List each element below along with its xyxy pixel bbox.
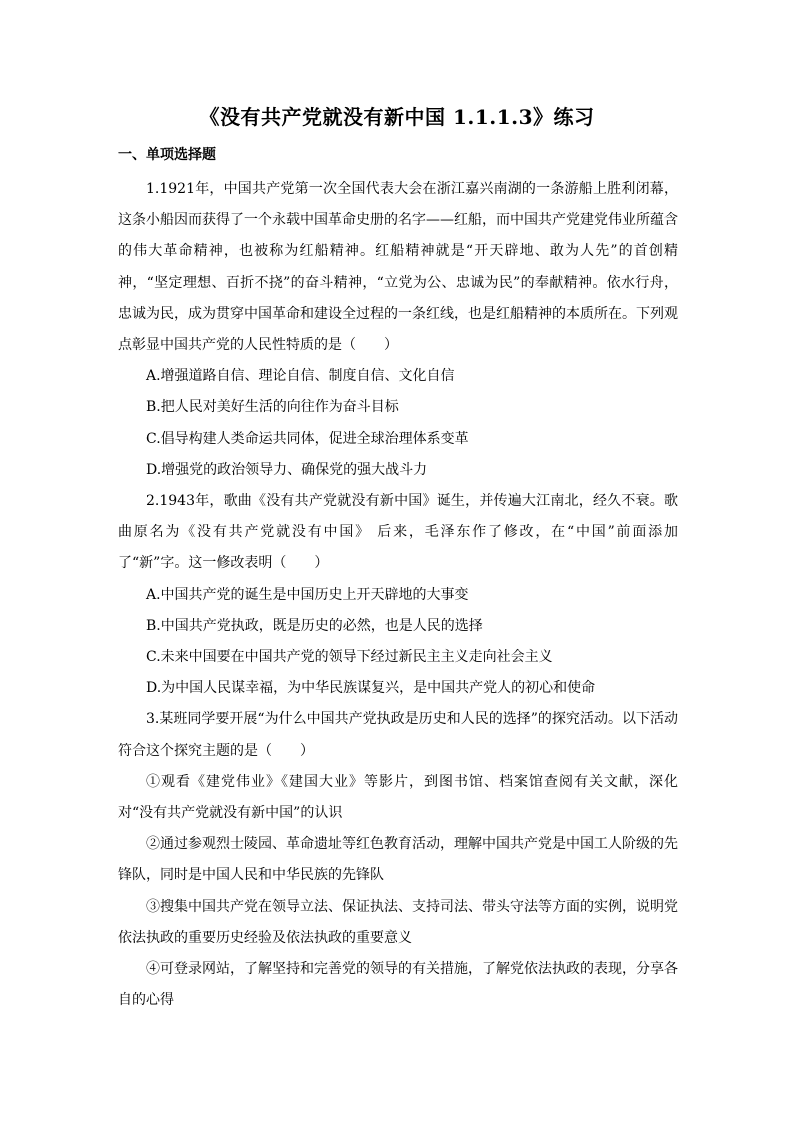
question-2 xyxy=(118,486,678,704)
question-3-item-1: ①观看《建党伟业》《建国大业》等影片，到图书馆、档案馆查阅有关文献，深化对“没有共产党就没有新中国”的认识 xyxy=(118,773,678,822)
question-3-stem: 3.某班同学要开展“为什么中国共产党执政是历史和人民的选择”的探究活动。以下活动符合这个探究主题的是（ ） xyxy=(118,711,678,759)
section-heading: 一、单项选择题 xyxy=(118,147,216,163)
questions-body xyxy=(118,174,678,1016)
question-3-item-2: ②通过参观烈士陵园、革命遗址等红色教育活动，理解中国共产党是中国工人阶级的先锋队，同时是中国人民和中华民族的先锋队 xyxy=(118,836,678,884)
question-1-option-b: B.把人民对美好生活的向往作为奋斗目标 xyxy=(146,399,399,416)
question-3-item-4: ④可登录网站，了解坚持和完善党的领导的有关措施，了解党依法执政的表现，分享各自的心得 xyxy=(118,961,678,1009)
question-1-option-d: D.增强党的政治领导力、确保党的强大战斗力 xyxy=(146,461,428,478)
question-2-option-b: B.中国共产党执政，既是历史的必然，也是人民的选择 xyxy=(146,617,483,634)
question-1-option-c: C.倡导构建人类命运共同体，促进全球治理体系变革 xyxy=(146,430,469,447)
question-2-option-a: A.中国共产党的诞生是中国历史上开天辟地的大事变 xyxy=(146,586,469,603)
question-1 xyxy=(118,174,678,486)
question-3 xyxy=(118,704,678,1016)
document-title: 《没有共产党就没有新中国 1.1.1.3》练习 xyxy=(199,105,595,129)
question-3-item-3: ③搜集中国共产党在领导立法、保证执法、支持司法、带头守法等方面的实例，说明党依法执政的重要历史经验及依法执政的重要意义 xyxy=(118,898,678,946)
question-2-option-c: C.未来中国要在中国共产党的领导下经过新民主主义走向社会主义 xyxy=(146,649,553,666)
question-2-option-d: D.为中国人民谋幸福，为中华民族谋复兴，是中国共产党人的初心和使命 xyxy=(146,680,596,697)
question-1-stem: 1.1921年，中国共产党第一次全国代表大会在浙江嘉兴南湖的一条游船上胜利闭幕，这条小船因而获得了一个永载中国革命史册的名字——红船，而中国共产党建党伟业所蕴含的伟大革命精神，也被称为红船精神。红船精神就是“开天辟地、敢为人先”的首创精神，“坚定理想、百折不挠”的奋斗精神，“立党为公、忠诚为民”的奉献精神。依水行舟，忠诚为民，成为贯穿中国革命和建设全过程的一条红线，也是红船精神的本质所在。下列观点彰显中国共产党的人民性特质的是（ ） xyxy=(118,181,678,354)
question-2-stem: 2.1943年，歌曲《没有共产党就没有新中国》诞生，并传遍大江南北，经久不衰。歌曲原名为《没有共产党就没有中国》 后来，毛泽东作了修改，在“中国”前面添加了“新”字。这一修改表明（ ） xyxy=(118,493,678,572)
question-1-option-a: A.增强道路自信、理论自信、制度自信、文化自信 xyxy=(146,368,455,385)
